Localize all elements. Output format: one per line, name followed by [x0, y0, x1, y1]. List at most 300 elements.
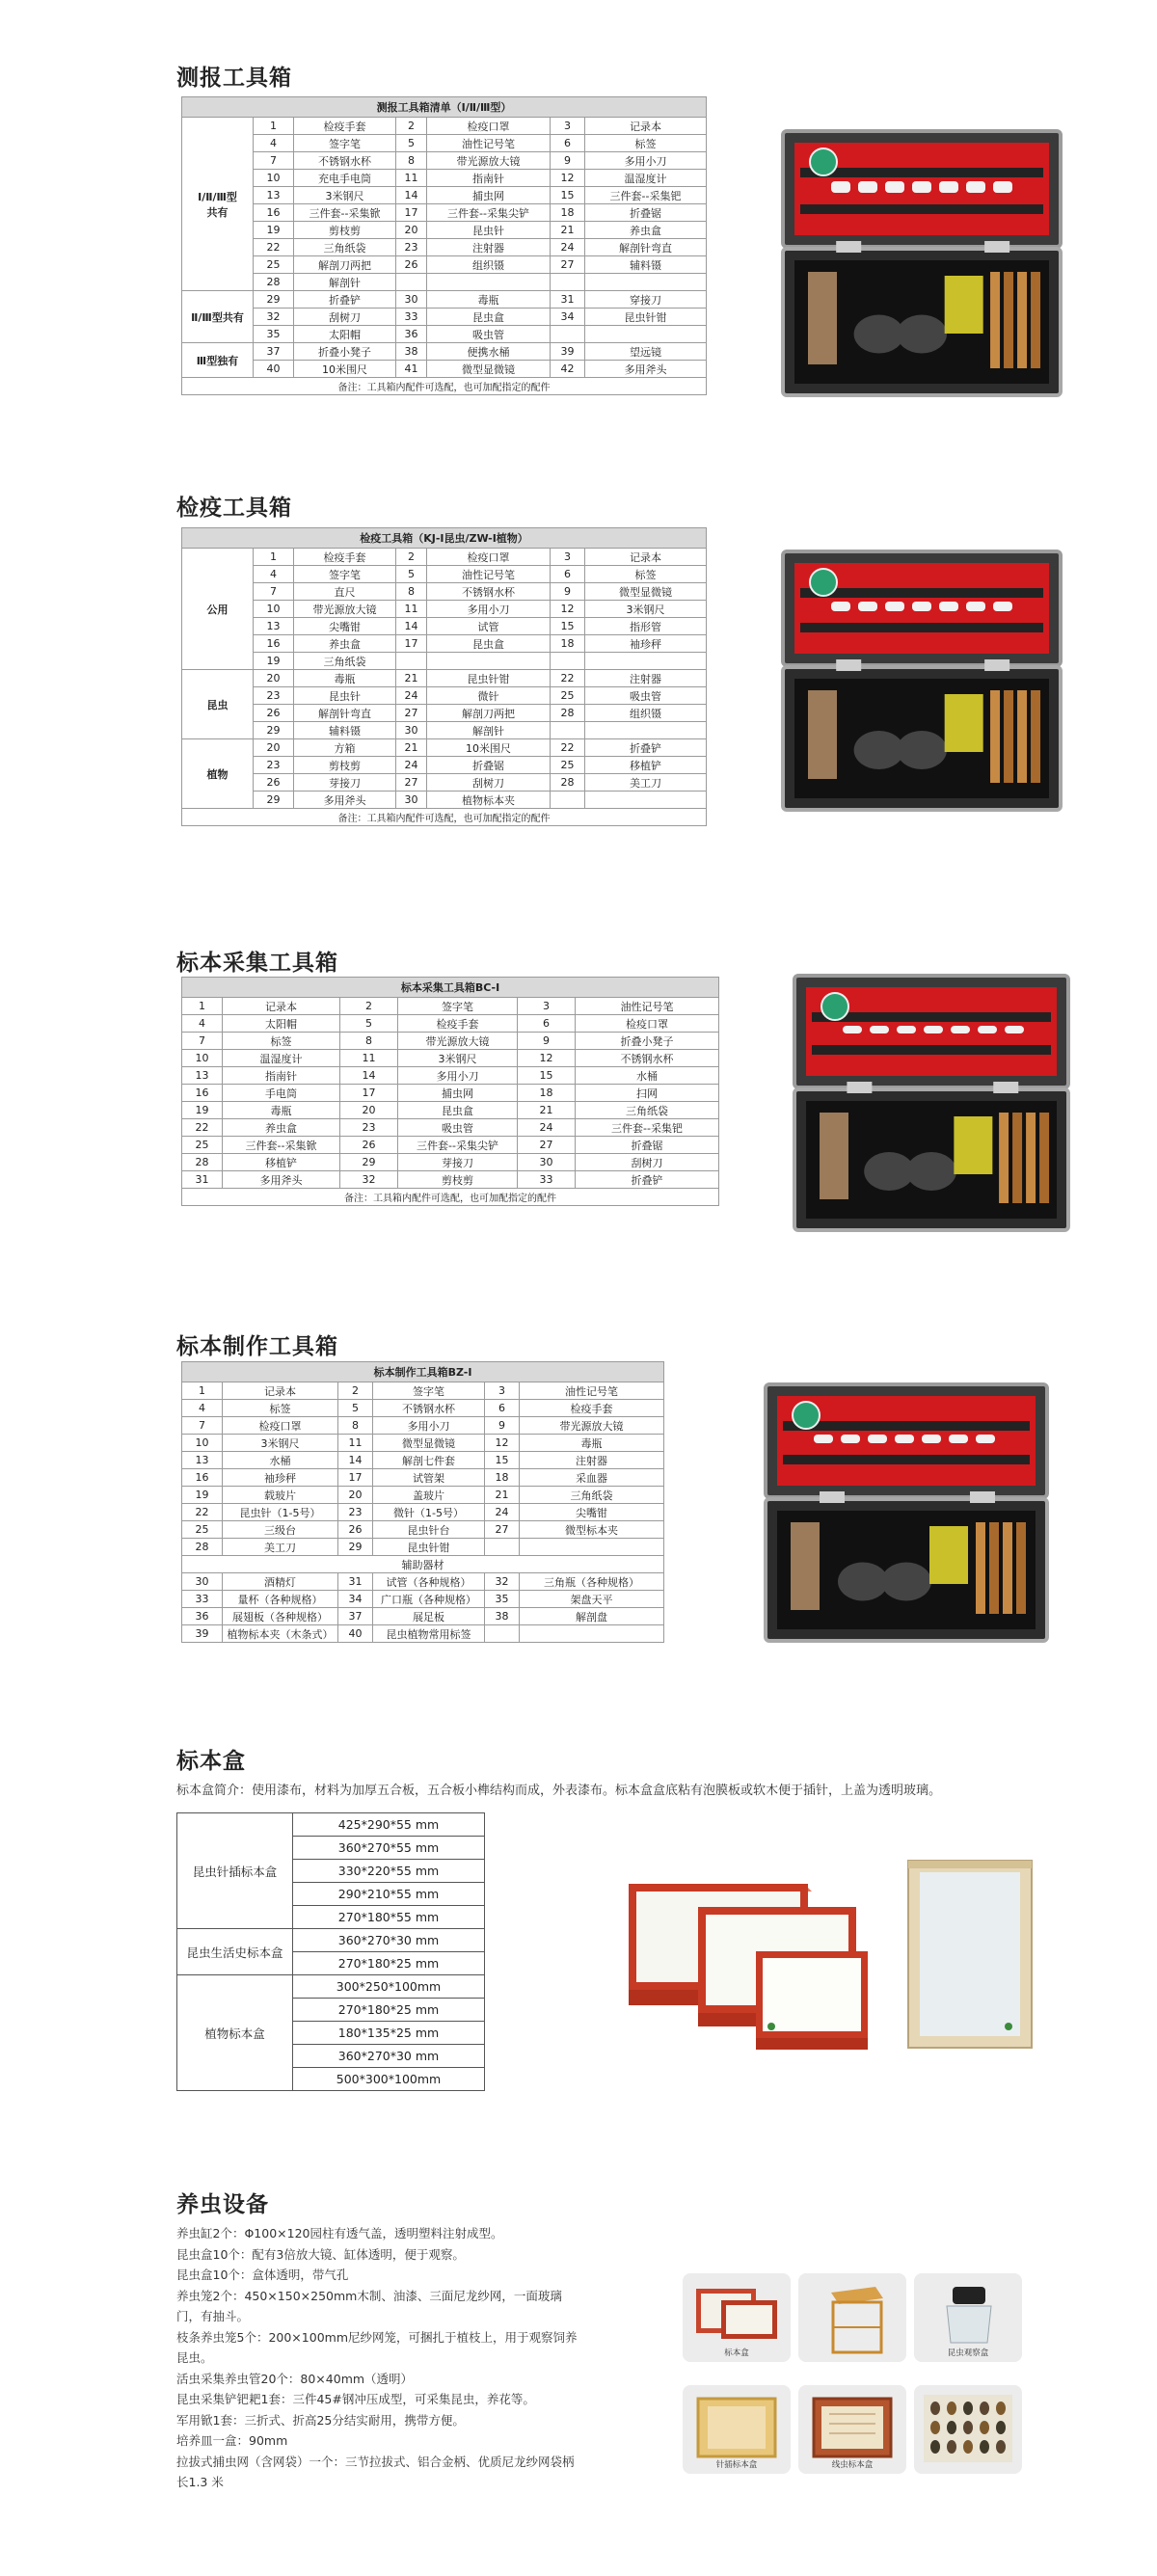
item-number: 10 [254, 601, 294, 618]
table-row [182, 1382, 664, 1400]
item-name: 美工刀 [223, 1539, 338, 1556]
table-row [182, 774, 707, 792]
item-name: 展翅板（各种规格） [223, 1608, 338, 1625]
table-row [182, 739, 707, 757]
item-number: 30 [518, 1154, 576, 1171]
item-name: 带光源放大镜 [294, 601, 396, 618]
item-number: 38 [396, 343, 427, 361]
table-row [182, 601, 707, 618]
list-item: 昆虫盒10个：配有3倍放大镜、缸体透明，便于观察。 [176, 2246, 465, 2262]
item-number: 12 [551, 170, 585, 187]
item-name: 带光源放大镜 [520, 1417, 664, 1435]
list-item: 培养皿一盒：90mm [176, 2433, 288, 2448]
item-name: 剪枝剪 [294, 222, 396, 239]
list-item: 活虫采集养虫管20个：80×40mm（透明） [176, 2371, 414, 2386]
item-number: 35 [485, 1591, 520, 1608]
table-row [182, 326, 707, 343]
item-name: 记录本 [223, 998, 340, 1015]
item-number: 40 [254, 361, 294, 378]
item-name: 昆虫针 [294, 687, 396, 705]
item-number: 27 [551, 256, 585, 274]
item-name: 多用小刀 [427, 601, 551, 618]
rearing-equipment-list [176, 2223, 581, 2493]
item-name: 检疫口罩 [576, 1015, 719, 1033]
item-number: 20 [338, 1487, 373, 1504]
item-number: 5 [396, 566, 427, 583]
item-number: 22 [182, 1504, 223, 1521]
item-number: 25 [182, 1137, 223, 1154]
box-size: 360*270*55 mm [293, 1837, 485, 1860]
item-number: 18 [518, 1085, 576, 1102]
item-name: 三角纸袋 [576, 1102, 719, 1119]
item-number: 5 [340, 1015, 398, 1033]
item-name: 水桶 [576, 1067, 719, 1085]
specimen-insect [980, 2402, 989, 2415]
item-number: 13 [182, 1067, 223, 1085]
item-number: 29 [254, 792, 294, 809]
section-title-collection-toolbox: 标本采集工具箱 [176, 951, 338, 976]
item-number: 22 [551, 670, 585, 687]
item-name: 10米围尺 [427, 739, 551, 757]
item-number: 20 [340, 1102, 398, 1119]
item-number: 30 [396, 291, 427, 309]
item-name: 签字笔 [294, 566, 396, 583]
table-row [182, 361, 707, 378]
item-name: 三件套--采集钯 [576, 1119, 719, 1137]
item-name: 不锈钢水杯 [294, 152, 396, 170]
item-name: 记录本 [585, 118, 707, 135]
item-number [396, 274, 427, 291]
collection-toolbox-table [181, 977, 719, 1206]
toolbox-case-image [779, 548, 1064, 818]
item-name: 多用小刀 [585, 152, 707, 170]
specimen-insect [963, 2402, 973, 2415]
item-number: 14 [396, 187, 427, 204]
item-name: 昆虫植物常用标签 [373, 1625, 485, 1643]
item-number: 2 [340, 998, 398, 1015]
group-label: 公用 [182, 549, 254, 670]
item-number: 39 [551, 343, 585, 361]
list-item: 昆虫盒10个：盒体透明，带气孔 [176, 2267, 349, 2282]
box-size: 425*290*55 mm [293, 1813, 485, 1837]
specimen-insect [996, 2402, 1006, 2415]
item-number: 39 [182, 1625, 223, 1643]
table-row [182, 187, 707, 204]
item-name: 注射器 [585, 670, 707, 687]
item-name: 折叠小凳子 [294, 343, 396, 361]
table-row [182, 170, 707, 187]
item-name: 注射器 [427, 239, 551, 256]
table-row [182, 1102, 719, 1119]
item-number: 2 [396, 118, 427, 135]
item-number: 11 [338, 1435, 373, 1452]
item-number: 18 [485, 1469, 520, 1487]
item-number: 29 [254, 722, 294, 739]
specimen-insect [996, 2421, 1006, 2434]
item-number: 7 [254, 583, 294, 601]
collection-toolbox-photo [791, 972, 1072, 1242]
item-number: 6 [551, 566, 585, 583]
item-number: 30 [396, 722, 427, 739]
item-number: 7 [182, 1417, 223, 1435]
item-number: 8 [340, 1033, 398, 1050]
item-number: 10 [254, 170, 294, 187]
item-number: 25 [551, 687, 585, 705]
item-name: 折叠锯 [576, 1137, 719, 1154]
item-number: 11 [340, 1050, 398, 1067]
item-name: 芽接刀 [398, 1154, 518, 1171]
table-row [182, 1487, 664, 1504]
group-label: Ⅰ/Ⅱ/Ⅲ型 共有 [182, 118, 254, 291]
item-number: 26 [340, 1137, 398, 1154]
item-number: 9 [551, 152, 585, 170]
item-name [585, 792, 707, 809]
item-number: 30 [396, 792, 427, 809]
box-type-label: 昆虫生活史标本盒 [177, 1929, 293, 1975]
table-row [182, 256, 707, 274]
item-name: 试管 [427, 618, 551, 635]
item-number: 21 [551, 222, 585, 239]
item-number: 10 [182, 1050, 223, 1067]
item-name: 检疫口罩 [427, 549, 551, 566]
item-name: 试管架 [373, 1469, 485, 1487]
item-name: 昆虫盒 [427, 635, 551, 653]
item-number: 27 [396, 774, 427, 792]
item-name: 昆虫针钳 [585, 309, 707, 326]
table-note: 备注：工具箱内配件可选配，也可加配指定的配件 [182, 809, 707, 826]
item-number: 36 [182, 1608, 223, 1625]
item-number: 22 [551, 739, 585, 757]
item-name: 三件套--采集钯 [585, 187, 707, 204]
item-number: 25 [551, 757, 585, 774]
list-item: 昆虫采集铲钯耙1套：三件45#钢冲压成型，可采集昆虫，养花等。 [176, 2392, 535, 2406]
table-row [182, 204, 707, 222]
item-number: 21 [518, 1102, 576, 1119]
table-row [182, 757, 707, 774]
item-name: 毒瓶 [223, 1102, 340, 1119]
item-number: 6 [551, 135, 585, 152]
item-number [551, 653, 585, 670]
item-name: 剪枝剪 [294, 757, 396, 774]
item-name [585, 722, 707, 739]
item-name: 手电筒 [223, 1085, 340, 1102]
table-row [182, 1452, 664, 1469]
specimen-insect [930, 2402, 940, 2415]
item-number: 23 [338, 1504, 373, 1521]
item-number: 20 [254, 739, 294, 757]
item-name: 10米围尺 [294, 361, 396, 378]
table-row [182, 291, 707, 309]
item-name: 油性记号笔 [576, 998, 719, 1015]
item-name: 解剖针弯直 [294, 705, 396, 722]
thumb-nematode-specimen-box: 线虫标本盒 [798, 2385, 906, 2474]
section-title-forecast-toolbox: 测报工具箱 [176, 66, 292, 91]
item-number: 18 [551, 635, 585, 653]
toolbox-case-image [791, 972, 1072, 1238]
table-row [182, 653, 707, 670]
item-name: 3米钢尺 [294, 187, 396, 204]
item-name: 采血器 [520, 1469, 664, 1487]
item-name: 三级台 [223, 1521, 338, 1539]
item-number: 29 [338, 1539, 373, 1556]
item-number: 32 [485, 1573, 520, 1591]
item-number: 9 [551, 583, 585, 601]
item-number [396, 653, 427, 670]
thumb-insect-specimens [914, 2385, 1022, 2474]
item-number: 14 [338, 1452, 373, 1469]
item-number: 11 [396, 170, 427, 187]
item-name: 油性记号笔 [427, 135, 551, 152]
item-name: 捕虫网 [398, 1085, 518, 1102]
item-number: 20 [254, 670, 294, 687]
item-name: 折叠铲 [294, 291, 396, 309]
table-row [182, 1539, 664, 1556]
item-number: 34 [551, 309, 585, 326]
item-name: 袖珍秤 [585, 635, 707, 653]
table-row [182, 722, 707, 739]
item-number: 26 [254, 774, 294, 792]
item-name: 昆虫针钳 [427, 670, 551, 687]
item-name: 捕虫网 [427, 187, 551, 204]
item-name: 毒瓶 [294, 670, 396, 687]
item-number: 29 [254, 291, 294, 309]
item-number: 23 [340, 1119, 398, 1137]
item-name: 微型标本夹 [520, 1521, 664, 1539]
item-name: 方箱 [294, 739, 396, 757]
item-name: 毒瓶 [520, 1435, 664, 1452]
table-row [182, 1521, 664, 1539]
item-number: 28 [551, 705, 585, 722]
item-name: 量杯（各种规格） [223, 1591, 338, 1608]
item-name: 折叠小凳子 [576, 1033, 719, 1050]
item-number: 9 [485, 1417, 520, 1435]
table-row [182, 135, 707, 152]
item-name: 昆虫盒 [398, 1102, 518, 1119]
item-name: 辅料镊 [294, 722, 396, 739]
table-row [182, 1400, 664, 1417]
table-row [182, 1417, 664, 1435]
item-name: 望远镜 [585, 343, 707, 361]
table-row [182, 998, 719, 1015]
item-name: 三角瓶（各种规格） [520, 1573, 664, 1591]
item-number: 4 [182, 1015, 223, 1033]
box-type-label: 植物标本盒 [177, 1975, 293, 2091]
item-number: 18 [551, 204, 585, 222]
section-title-specimen-toolbox: 标本制作工具箱 [176, 1334, 338, 1359]
specimen-toolbox-table [181, 1361, 664, 1643]
item-name: 扫网 [576, 1085, 719, 1102]
item-number: 16 [254, 204, 294, 222]
item-name: 吸虫管 [427, 326, 551, 343]
item-number: 21 [396, 670, 427, 687]
item-name: 不锈钢水杯 [576, 1050, 719, 1067]
list-item: 养虫缸2个：Φ100×120园柱有透气盖，透明塑料注射成型。 [176, 2226, 503, 2241]
table-row [182, 274, 707, 291]
box-size: 180*135*25 mm [293, 2022, 485, 2045]
item-name: 载玻片 [223, 1487, 338, 1504]
item-number: 21 [396, 739, 427, 757]
item-name: 注射器 [520, 1452, 664, 1469]
item-name: 直尺 [294, 583, 396, 601]
table-row [182, 1573, 664, 1591]
item-name: 昆虫针台 [373, 1521, 485, 1539]
section-title-rearing-equipment: 养虫设备 [176, 2192, 269, 2217]
item-number: 31 [182, 1171, 223, 1189]
item-number: 33 [396, 309, 427, 326]
item-name: 微型显微镜 [585, 583, 707, 601]
item-number: 3 [518, 998, 576, 1015]
item-name: 检疫手套 [398, 1015, 518, 1033]
item-name: 微针（1-5号） [373, 1504, 485, 1521]
item-name: 微型显微镜 [427, 361, 551, 378]
item-number: 28 [182, 1539, 223, 1556]
item-number: 19 [254, 222, 294, 239]
item-name: 袖珍秤 [223, 1469, 338, 1487]
item-name: 温湿度计 [585, 170, 707, 187]
item-number: 33 [518, 1171, 576, 1189]
table-row [182, 1435, 664, 1452]
item-name: 三件套--采集尖铲 [427, 204, 551, 222]
table-row [182, 1504, 664, 1521]
item-number: 17 [396, 635, 427, 653]
item-name: 指南针 [223, 1067, 340, 1085]
item-number: 8 [396, 152, 427, 170]
item-number: 19 [254, 653, 294, 670]
item-name: 记录本 [223, 1382, 338, 1400]
item-name: 植物标本夹 [427, 792, 551, 809]
item-name: 标签 [223, 1400, 338, 1417]
item-number: 21 [485, 1487, 520, 1504]
table-note: 备注：工具箱内配件可选配，也可加配指定的配件 [182, 1189, 719, 1206]
item-number: 6 [485, 1400, 520, 1417]
item-number: 24 [396, 757, 427, 774]
item-name: 吸虫管 [398, 1119, 518, 1137]
list-item: 养虫笼2个：450×150×250mm木制、油漆、三面尼龙纱网，一面玻璃门，有抽斗。 [176, 2288, 562, 2323]
item-number: 4 [254, 135, 294, 152]
specimen-insect [947, 2421, 956, 2434]
forecast-toolbox-table [181, 96, 707, 395]
specimen-boxes-photo [625, 1855, 1039, 2071]
item-number: 7 [254, 152, 294, 170]
table-row [177, 1975, 485, 1999]
box-size: 270*180*25 mm [293, 1952, 485, 1975]
item-name: 芽接刀 [294, 774, 396, 792]
specimen-insect [980, 2421, 989, 2434]
item-name: 标签 [223, 1033, 340, 1050]
item-name: 不锈钢水杯 [373, 1400, 485, 1417]
item-number: 23 [396, 239, 427, 256]
toolbox-case-image [762, 1381, 1051, 1649]
group-label: Ⅱ/Ⅲ型共有 [182, 291, 254, 343]
table-row [182, 1154, 719, 1171]
item-name: 三件套--采集锨 [223, 1137, 340, 1154]
item-number: 14 [340, 1067, 398, 1085]
aux-caption: 辅助器材 [182, 1556, 664, 1573]
item-name: 多用小刀 [373, 1417, 485, 1435]
item-number: 6 [518, 1015, 576, 1033]
list-item: 军用锨1套：三折式、折高25分结实耐用，携带方便。 [176, 2412, 465, 2428]
item-number [551, 274, 585, 291]
table-note: 备注：工具箱内配件可选配，也可加配指定的配件 [182, 378, 707, 395]
item-name: 昆虫针（1-5号） [223, 1504, 338, 1521]
specimen-insect [947, 2402, 956, 2415]
item-number: 24 [485, 1504, 520, 1521]
table-row [182, 1137, 719, 1154]
item-number: 20 [396, 222, 427, 239]
item-name: 油性记号笔 [520, 1382, 664, 1400]
item-name: 微针 [427, 687, 551, 705]
item-name: 水桶 [223, 1452, 338, 1469]
box-size: 270*180*55 mm [293, 1906, 485, 1929]
item-name: 架盘天平 [520, 1591, 664, 1608]
box-size: 360*270*30 mm [293, 1929, 485, 1952]
table-row [182, 1591, 664, 1608]
specimen-insect [996, 2440, 1006, 2454]
list-item: 枝条养虫笼5个：200×100mm尼纱网笼，可捆扎于植枝上，用于观察饲养昆虫。 [176, 2329, 578, 2365]
item-name: 三角纸袋 [294, 653, 396, 670]
item-name: 检疫手套 [294, 118, 396, 135]
item-number: 8 [396, 583, 427, 601]
item-number: 27 [485, 1521, 520, 1539]
table-row [182, 152, 707, 170]
table-row [182, 687, 707, 705]
forecast-toolbox-photo [779, 127, 1064, 407]
item-number: 29 [340, 1154, 398, 1171]
box-size: 360*270*30 mm [293, 2045, 485, 2068]
table-caption: 标本制作工具箱BZ-Ⅰ [182, 1362, 664, 1382]
item-number: 33 [182, 1591, 223, 1608]
table-row [182, 792, 707, 809]
wood-box-open [908, 1861, 1032, 2048]
table-row [182, 1625, 664, 1643]
table-row [182, 1085, 719, 1102]
table-row [182, 118, 707, 135]
item-number: 28 [254, 274, 294, 291]
item-number: 1 [254, 549, 294, 566]
item-name: 广口瓶（各种规格） [373, 1591, 485, 1608]
item-name: 不锈钢水杯 [427, 583, 551, 601]
item-number [551, 722, 585, 739]
item-name: 刮树刀 [576, 1154, 719, 1171]
item-number: 23 [254, 757, 294, 774]
item-number: 25 [254, 256, 294, 274]
item-name: 检疫口罩 [427, 118, 551, 135]
thumb-specimen-box: 标本盒 [683, 2273, 791, 2362]
item-name [585, 653, 707, 670]
item-number: 12 [518, 1050, 576, 1067]
table-row [177, 1813, 485, 1837]
table-row [182, 343, 707, 361]
quarantine-toolbox-photo [779, 548, 1064, 821]
item-number: 35 [254, 326, 294, 343]
item-number: 3 [551, 118, 585, 135]
item-name: 3米钢尺 [223, 1435, 338, 1452]
box-size: 300*250*100mm [293, 1975, 485, 1999]
item-number: 36 [396, 326, 427, 343]
section-title-quarantine-toolbox: 检疫工具箱 [176, 496, 292, 521]
item-number: 13 [254, 187, 294, 204]
item-name: 养虫盒 [294, 635, 396, 653]
item-name [520, 1539, 664, 1556]
table-row [182, 618, 707, 635]
item-number: 9 [518, 1033, 576, 1050]
item-name: 指形管 [585, 618, 707, 635]
item-number: 2 [338, 1382, 373, 1400]
section-title-specimen-box: 标本盒 [176, 1749, 246, 1774]
item-name: 美工刀 [585, 774, 707, 792]
group-label: 植物 [182, 739, 254, 809]
item-name: 移植铲 [585, 757, 707, 774]
